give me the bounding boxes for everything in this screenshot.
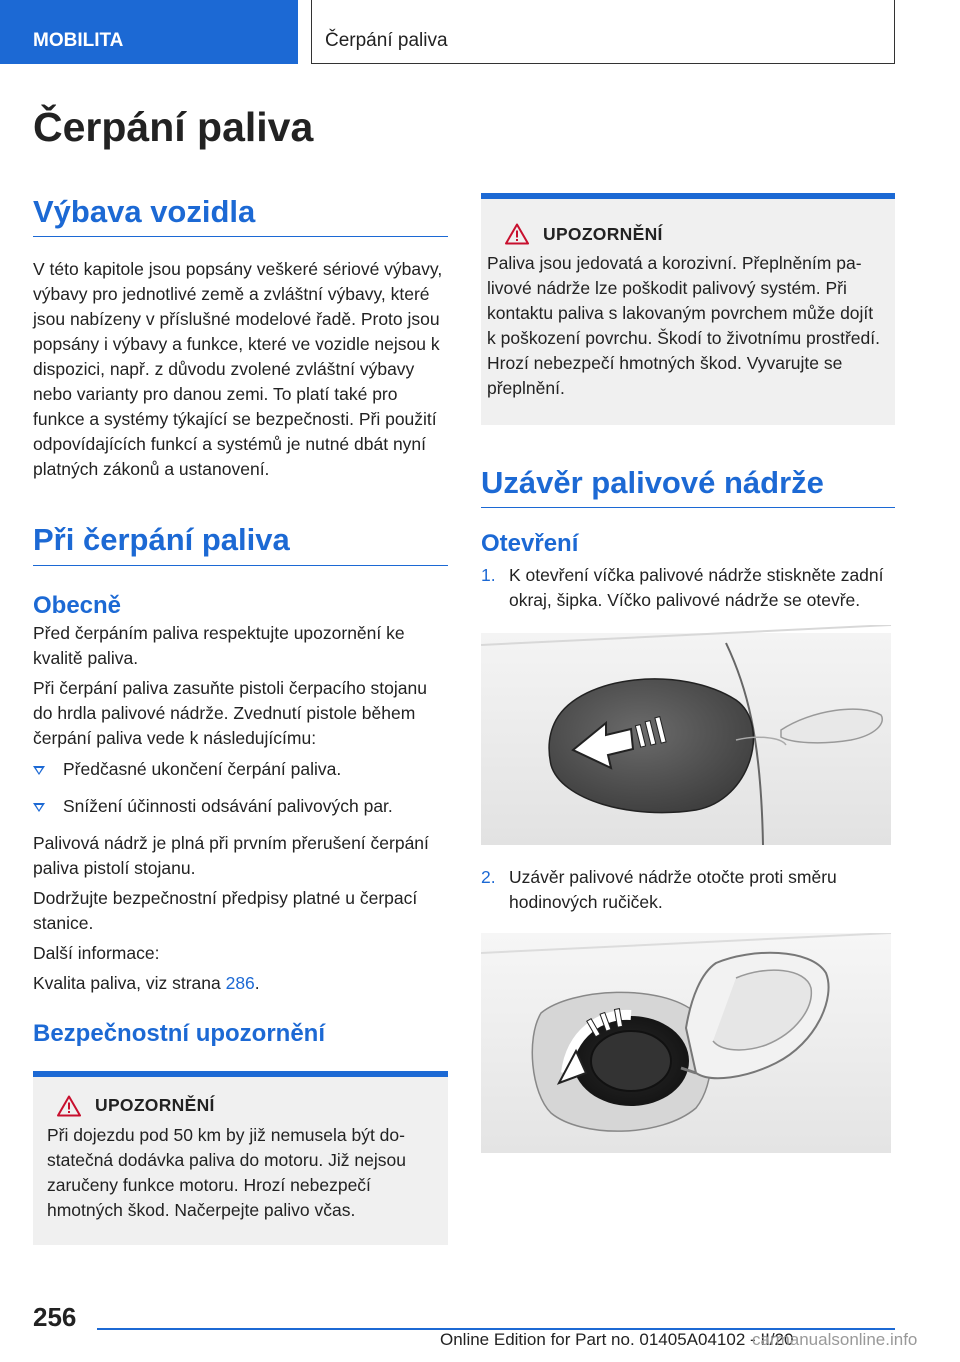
warning-triangle-icon: [57, 1095, 81, 1117]
vybava-text: V této kapitole jsou popsány veškeré sériové výbavy, výbavy pro jednotlivé země a zvláštní výbavy, které jsou nabízeny v příslušné modelové řadě. Proto jsou popsány i výbavy a funkce, které ve vozidle nejsou k dispozici, např. z důvodu zvolené zvláštní výbavy nebo varianty pro danou zemi. To platí také pro funkce a systémy týkající se bezpečnosti. Při použití odpovídajících funkcí a systémů je nutné dbát nyní platných zákonů a ustanovení.: [33, 259, 443, 480]
heading-pri-cerpani: Při čerpání paliva: [33, 520, 448, 565]
step-item: 1. K otevření víčka palivové nádrže stiskněte zadní okraj, šipka. Víčko palivové nádrže se otevře.: [481, 565, 884, 611]
heading-otevreni: Otevření: [481, 530, 579, 558]
footer-edition: Online Edition for Part no. 01405A04102 - II/20: [440, 1330, 794, 1349]
steps-list: [481, 865, 895, 915]
heading-vybava: Výbava vozidla: [33, 192, 448, 237]
kvalita-paliva-ref: Kvalita paliva, viz strana 286.: [33, 972, 260, 993]
obecne-p3: Palivová nádrž je plná při prvním přerušení čerpání paliva pistolí stojanu.: [33, 832, 429, 878]
fuel-flap-press-image: [481, 625, 895, 845]
warning-text: Při dojezdu pod 50 km by již nemusela být dostatečná dodávka paliva do motoru. Již nejsou zaručeny funkce motoru. Hrozí nebezpečí hmotných škod. Načerpejte palivo včas.: [47, 1124, 406, 1220]
obecne-p1: Před čerpáním paliva respektujte upozornění ke kvalitě paliva.: [33, 622, 405, 668]
step-number: 2.: [481, 867, 496, 888]
triangle-bullet-icon: [33, 803, 45, 812]
heading-uzaver: Uzávěr palivové nádrže: [481, 463, 895, 508]
warning-box: [481, 193, 895, 425]
fuel-cap-unscrew-image: [481, 933, 895, 1153]
page-link[interactable]: 286: [225, 972, 255, 993]
list-item: Snížení účinnosti odsávání palivových par.: [33, 794, 448, 819]
obecne-p2: Při čerpání paliva zasuňte pistoli čerpacího stojanu do hrdla palivové nádrže. Zvednutí pistole během čerpání paliva vede k následujícímu:: [33, 677, 427, 748]
section-tab: [0, 0, 298, 64]
warning-text: Paliva jsou jedovatá a korozivní. Přeplněním palivové nádrže lze poškodit palivový systém. Při kontaktu paliva s lakovaným povrchem může dojít k poškození povrchu. Škodí to životnímu prostředí. Hrozí nebezpečí hmotných škod. Vyvarujte se přeplnění.: [487, 253, 880, 398]
left-column: [33, 192, 448, 1245]
obecne-p4: Dodržujte bezpečnostní předpisy platné u čerpací stanice.: [33, 887, 418, 933]
warning-box: [33, 1071, 448, 1245]
heading-obecne: Obecně: [33, 591, 122, 619]
step-number: 1.: [481, 565, 496, 586]
steps-list: [481, 563, 895, 613]
topic-label: Čerpání paliva: [325, 30, 448, 51]
list-item: Předčasné ukončení čerpání paliva.: [33, 757, 448, 782]
dalsi-informace: Další informace:: [33, 942, 160, 963]
heading-bezpecnostni: Bezpečnostní upozornění: [33, 1019, 326, 1047]
warning-triangle-icon: [505, 223, 529, 245]
right-column: [481, 193, 895, 1153]
page-title: Čerpání paliva: [33, 104, 314, 150]
warning-title: UPOZORNĚNÍ: [543, 223, 663, 244]
page-number: 256: [33, 1302, 77, 1332]
warning-header: [57, 1095, 434, 1117]
triangle-bullet-icon: [33, 766, 45, 775]
step-item: 2. Uzávěr palivové nádrže otočte proti směru hodinových ručiček.: [481, 867, 837, 913]
section-label: MOBILITA: [33, 30, 124, 51]
warning-title: UPOZORNĚNÍ: [95, 1095, 215, 1116]
warning-header: [505, 223, 881, 245]
bullet-list: [33, 757, 448, 819]
footer-watermark: carmanualsonline.info: [752, 1330, 918, 1349]
